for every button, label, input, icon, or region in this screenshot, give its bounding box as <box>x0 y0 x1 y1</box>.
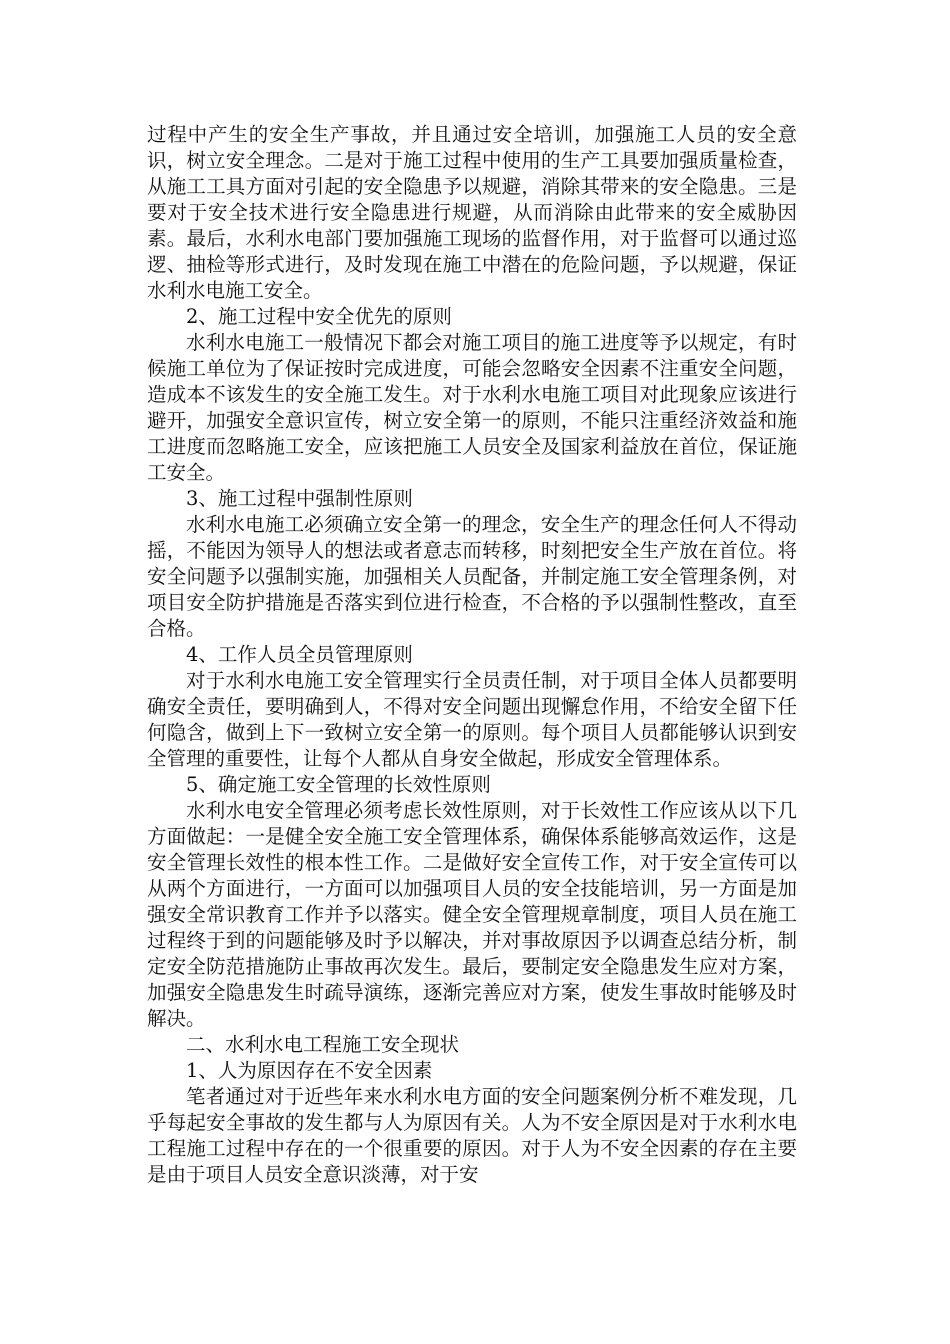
paragraph: 对于水利水电施工安全管理实行全员责任制，对于项目全体人员都要明确安全责任，要明确到人，不得对安全问题出现懈怠作用，不给安全留下任何隐含，做到上下一致树立安全第一的原则。每个项目人员都能够认识到安全管理的重要性，让每个人都从自身安全做起，形成安全管理体系。 <box>147 669 797 770</box>
paragraph: 水利水电安全管理必须考虑长效性原则，对于长效性工作应该从以下几方面做起：一是健全安全施工安全管理体系，确保体系能够高效运作，这是安全管理长效性的根本性工作。二是做好安全宣传工作，对于安全宣传可以从两个方面进行，一方面可以加强项目人员的安全技能培训，另一方面是加强安全常识教育工作并予以落实。健全安全管理规章制度，项目人员在施工过程终于到的问题能够及时予以解决，并对事故原因予以调查总结分析，制定安全防范措施防止事故再次发生。最后，要制定安全隐患发生应对方案，加强安全隐患发生时疏导演练，逐渐完善应对方案，使发生事故时能够及时解决。 <box>147 799 797 1030</box>
section-heading: 5、确定施工安全管理的长效性原则 <box>186 773 491 796</box>
paragraph: 水利水电施工必须确立安全第一的理念，安全生产的理念任何人不得动摇，不能因为领导人的想法或者意志而转移，时刻把安全生产放在首位。将安全问题予以强制实施，加强相关人员配备，并制定施工安全管理条例，对项目安全防护措施是否落实到位进行检查，不合格的予以强制性整改，直至合格。 <box>147 513 797 640</box>
section-heading: 3、施工过程中强制性原则 <box>186 487 413 510</box>
section-heading: 1、人为原因存在不安全因素 <box>186 1059 433 1082</box>
section-heading: 4、工作人员全员管理原则 <box>186 643 413 666</box>
chapter-heading: 二、水利水电工程施工安全现状 <box>186 1033 460 1056</box>
paragraph: 笔者通过对于近些年来水利水电方面的安全问题案例分析不难发现，几乎每起安全事故的发生都与人为原因有关。人为不安全原因是对于水利水电工程施工过程中存在的一个很重要的原因。对于人为不安全因素的存在主要是由于项目人员安全意识淡薄，对于安 <box>147 1085 797 1186</box>
document-page <box>147 122 797 1188</box>
section-heading: 2、施工过程中安全优先的原则 <box>186 305 452 328</box>
paragraph: 过程中产生的安全生产事故，并且通过安全培训，加强施工人员的安全意识，树立安全理念。二是对于施工过程中使用的生产工具要加强质量检查，从施工工具方面对引起的安全隐患予以规避，消除其带来的安全隐患。三是要对于安全技术进行安全隐患进行规避，从而消除由此带来的安全威胁因素。最后，水利水电部门要加强施工现场的监督作用，对于监督可以通过巡逻、抽检等形式进行，及时发现在施工中潜在的危险问题，予以规避，保证水利水电施工安全。 <box>147 123 797 302</box>
paragraph: 水利水电施工一般情况下都会对施工项目的施工进度等予以规定，有时候施工单位为了保证按时完成进度，可能会忽略安全因素不注重安全问题，造成本不该发生的安全施工发生。对于水利水电施工项目对此现象应该进行避开，加强安全意识宣传，树立安全第一的原则，不能只注重经济效益和施工进度而忽略施工安全，应该把施工人员安全及国家利益放在首位，保证施工安全。 <box>147 331 797 484</box>
